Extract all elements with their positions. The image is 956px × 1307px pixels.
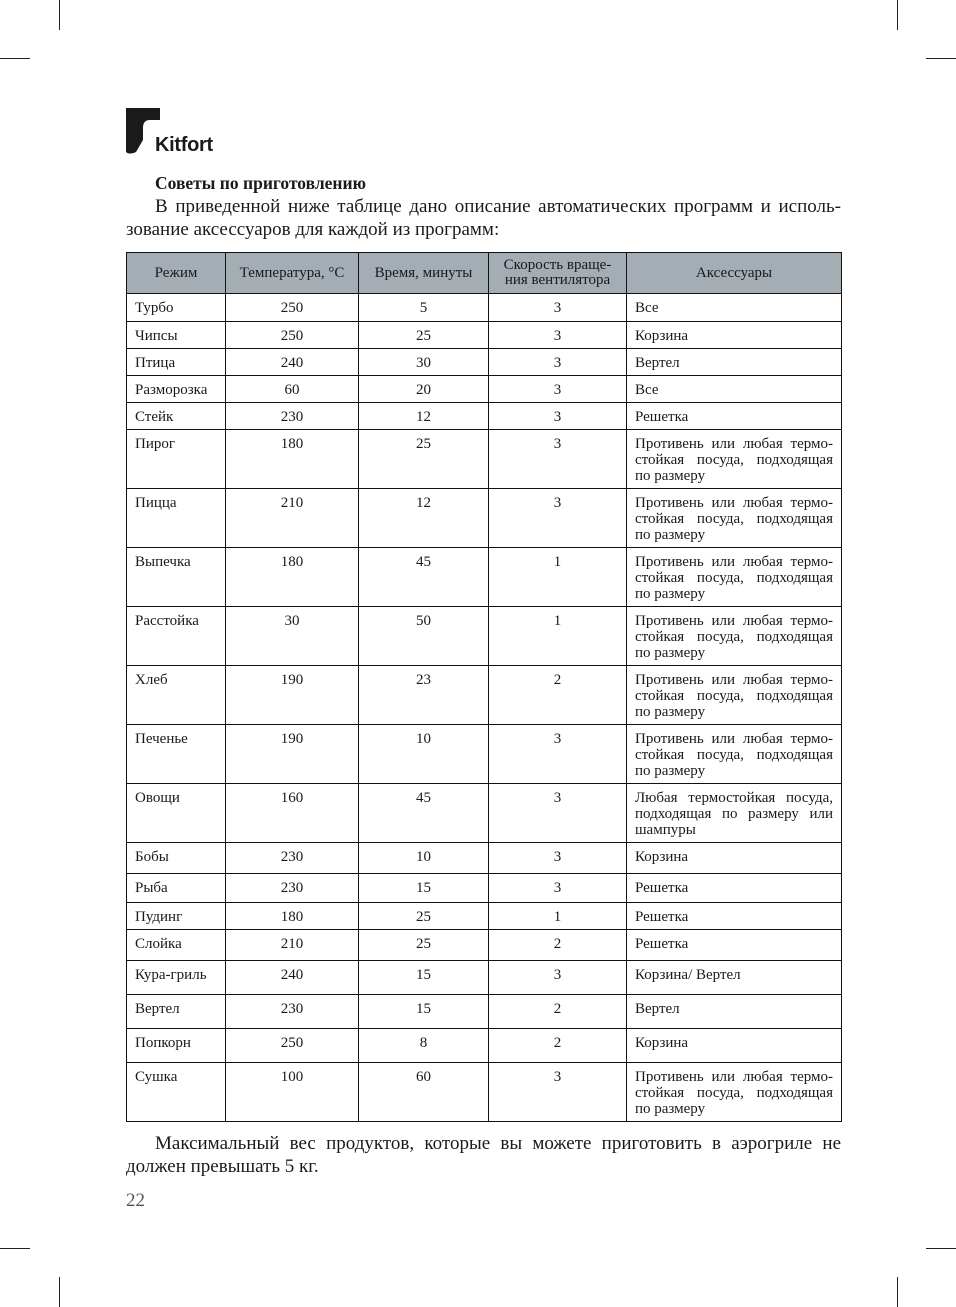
cell-time: 45 [359,548,489,607]
cell-fan-speed: 1 [489,548,627,607]
table-row [127,903,842,930]
programs-table [126,252,842,1122]
cell-accessories: Вертел [627,995,842,1029]
cell-mode: Рыба [127,874,226,903]
cell-mode: Пицца [127,489,226,548]
cell-temperature: 240 [226,961,359,995]
crop-mark [0,1248,30,1249]
cell-mode: Расстойка [127,607,226,666]
cell-accessories: Корзина/ Вертел [627,961,842,995]
cell-accessories: Решетка [627,874,842,903]
crop-mark [926,58,956,59]
cell-temperature: 60 [226,376,359,403]
header-fan-speed: Скорость враще-ния вентилятора [489,253,627,294]
cell-time: 15 [359,874,489,903]
cell-temperature: 180 [226,903,359,930]
cell-mode: Овощи [127,784,226,843]
header-time: Время, минуты [359,253,489,294]
cell-temperature: 100 [226,1063,359,1122]
cell-temperature: 210 [226,489,359,548]
cell-time: 15 [359,995,489,1029]
cell-time: 8 [359,1029,489,1063]
cell-time: 25 [359,903,489,930]
cell-fan-speed: 3 [489,961,627,995]
cell-accessories: Противень или любая термо-стойкая посуда, подходящая по размеру [627,430,842,489]
cell-time: 50 [359,607,489,666]
cell-accessories: Противень или любая термо-стойкая посуда, подходящая по размеру [627,548,842,607]
cell-temperature: 250 [226,294,359,322]
outro-paragraph: Максимальный вес продуктов, которые вы можете приготовить в аэрогриле не должен превышать 5 кг. [126,1133,841,1177]
cell-fan-speed: 3 [489,489,627,548]
cell-accessories: Корзина [627,843,842,874]
table-row [127,666,842,725]
cell-temperature: 160 [226,784,359,843]
cell-mode: Пирог [127,430,226,489]
table-row [127,725,842,784]
cell-time: 20 [359,376,489,403]
cell-time: 12 [359,489,489,548]
cell-time: 23 [359,666,489,725]
header-accessories: Аксессуары [627,253,842,294]
table-row [127,995,842,1029]
cell-fan-speed: 1 [489,903,627,930]
cell-mode: Печенье [127,725,226,784]
section-title: Советы по приготовлению [155,173,366,193]
header-temperature: Температура, °С [226,253,359,294]
crop-mark [59,0,60,30]
cell-accessories: Вертел [627,349,842,376]
cell-fan-speed: 3 [489,430,627,489]
cell-fan-speed: 3 [489,1063,627,1122]
brand-name: Kitfort [155,134,213,156]
cell-temperature: 230 [226,874,359,903]
cell-mode: Кура-гриль [127,961,226,995]
cell-accessories: Противень или любая термо-стойкая посуда, подходящая по размеру [627,725,842,784]
cell-accessories: Противень или любая термо-стойкая посуда, подходящая по размеру [627,607,842,666]
cell-temperature: 190 [226,666,359,725]
crop-mark [926,1248,956,1249]
cell-temperature: 190 [226,725,359,784]
cell-mode: Турбо [127,294,226,322]
crop-mark [897,1277,898,1307]
cell-temperature: 180 [226,548,359,607]
cell-temperature: 180 [226,430,359,489]
cell-accessories: Противень или любая термо-стойкая посуда, подходящая по размеру [627,1063,842,1122]
cell-accessories: Решетка [627,930,842,961]
cell-time: 25 [359,930,489,961]
cell-fan-speed: 3 [489,725,627,784]
cell-fan-speed: 2 [489,930,627,961]
cell-fan-speed: 2 [489,1029,627,1063]
cell-time: 25 [359,430,489,489]
table-row [127,607,842,666]
cell-mode: Выпечка [127,548,226,607]
cell-mode: Бобы [127,843,226,874]
cell-temperature: 230 [226,403,359,430]
cell-fan-speed: 1 [489,607,627,666]
cell-fan-speed: 2 [489,995,627,1029]
cell-accessories: Противень или любая термо-стойкая посуда, подходящая по размеру [627,489,842,548]
table-row [127,489,842,548]
cell-time: 30 [359,349,489,376]
cell-fan-speed: 3 [489,874,627,903]
table-row [127,1029,842,1063]
crop-mark [897,0,898,30]
cell-accessories: Корзина [627,322,842,349]
table-row [127,843,842,874]
cell-accessories: Все [627,376,842,403]
cell-mode: Хлеб [127,666,226,725]
cell-accessories: Решетка [627,403,842,430]
page-number: 22 [126,1190,145,1211]
cell-temperature: 30 [226,607,359,666]
cell-accessories: Корзина [627,1029,842,1063]
cell-temperature: 230 [226,843,359,874]
cell-time: 10 [359,725,489,784]
cell-accessories: Все [627,294,842,322]
cell-time: 12 [359,403,489,430]
cell-fan-speed: 3 [489,376,627,403]
cell-time: 15 [359,961,489,995]
cell-fan-speed: 3 [489,349,627,376]
cell-temperature: 250 [226,322,359,349]
cell-temperature: 240 [226,349,359,376]
table-row [127,349,842,376]
crop-mark [59,1277,60,1307]
table-row [127,376,842,403]
cell-fan-speed: 3 [489,322,627,349]
cell-fan-speed: 3 [489,784,627,843]
cell-temperature: 250 [226,1029,359,1063]
cell-temperature: 230 [226,995,359,1029]
header-mode: Режим [127,253,226,294]
table-row [127,784,842,843]
cell-mode: Чипсы [127,322,226,349]
cell-fan-speed: 2 [489,666,627,725]
cell-time: 60 [359,1063,489,1122]
table-row [127,1063,842,1122]
cell-mode: Вертел [127,995,226,1029]
cell-accessories: Решетка [627,903,842,930]
cell-time: 45 [359,784,489,843]
cell-mode: Слойка [127,930,226,961]
cell-temperature: 210 [226,930,359,961]
cell-accessories: Противень или любая термо-стойкая посуда, подходящая по размеру [627,666,842,725]
cell-time: 25 [359,322,489,349]
table-row [127,430,842,489]
table-row [127,874,842,903]
table-row [127,322,842,349]
crop-mark [0,58,30,59]
cell-accessories: Любая термостойкая посуда, подходящая по размеру или шампуры [627,784,842,843]
table-row [127,961,842,995]
cell-fan-speed: 3 [489,403,627,430]
intro-paragraph: В приведенной ниже таблице дано описание автоматических программ и исполь-зование аксессуаров для каждой из программ: [126,196,841,240]
cell-mode: Сушка [127,1063,226,1122]
table-row [127,403,842,430]
cell-fan-speed: 3 [489,843,627,874]
cell-time: 5 [359,294,489,322]
table-row [127,548,842,607]
cell-mode: Птица [127,349,226,376]
table-row [127,930,842,961]
cell-time: 10 [359,843,489,874]
table-row [127,294,842,322]
cell-mode: Пудинг [127,903,226,930]
cell-mode: Попкорн [127,1029,226,1063]
table-header-row [127,253,842,294]
cell-mode: Стейк [127,403,226,430]
cell-fan-speed: 3 [489,294,627,322]
cell-mode: Разморозка [127,376,226,403]
